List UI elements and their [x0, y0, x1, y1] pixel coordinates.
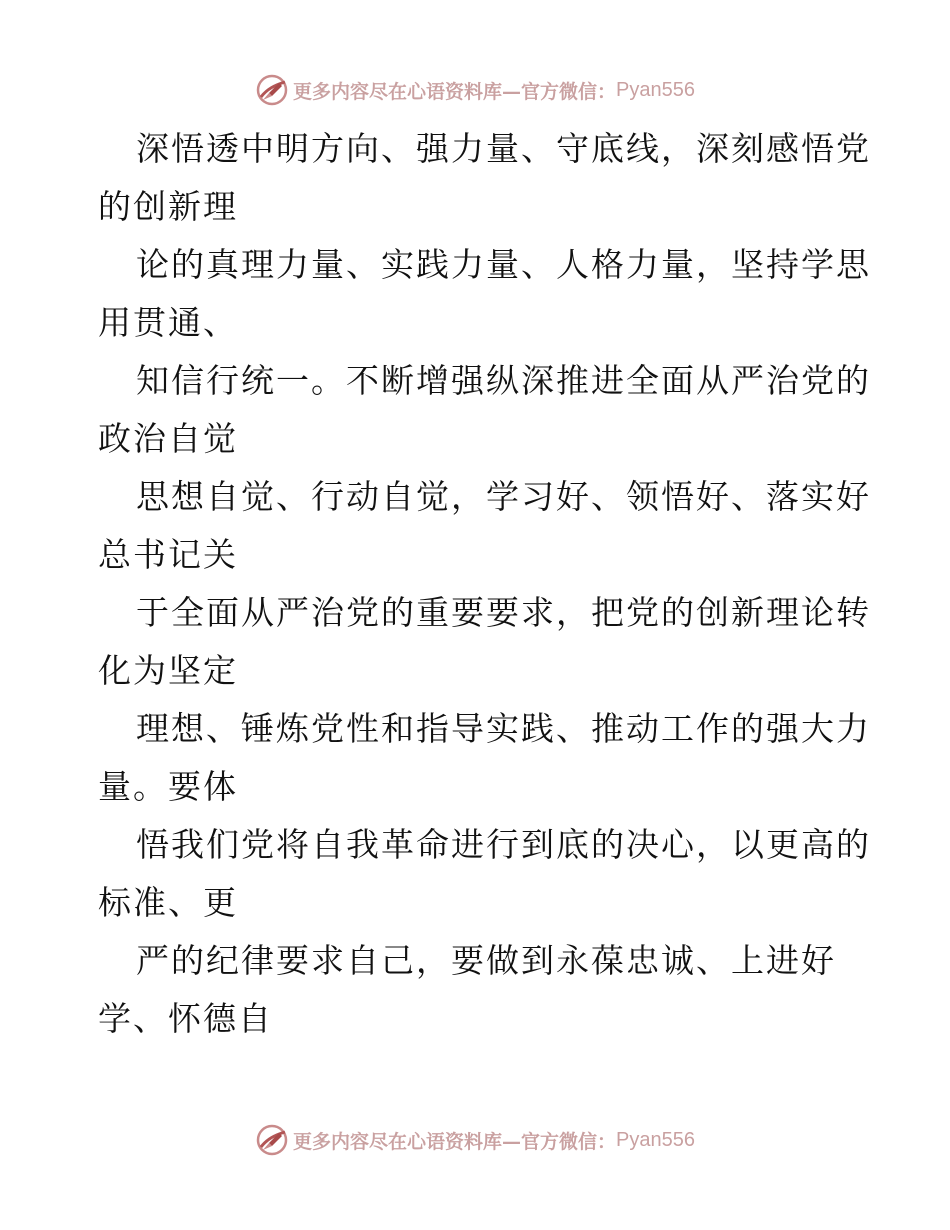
paragraph: [98, 352, 871, 468]
footer-banner: [0, 1120, 950, 1160]
paragraph-line: 于全面从严治党的重要要求，把党的创新理论转: [136, 593, 871, 632]
paragraph: [98, 700, 871, 816]
paragraph-line: 的创新理: [98, 187, 238, 226]
paragraph: [98, 120, 871, 236]
paragraph-line: 标准、更: [98, 883, 238, 922]
paragraph-line: 理想、锤炼党性和指导实践、推动工作的强大力: [136, 709, 871, 748]
paragraph: [98, 468, 871, 584]
pen-logo-icon: [255, 73, 289, 107]
paragraph-line: 化为坚定: [98, 651, 238, 690]
paragraph: [98, 236, 871, 352]
footer-text: 更多内容尽在心语资料库—官方微信：: [293, 1130, 617, 1153]
paragraph-line: 论的真理力量、实践力量、人格力量，坚持学思: [136, 245, 871, 284]
paragraph: [98, 584, 871, 700]
paragraph-line: 悟我们党将自我革命进行到底的决心，以更高的: [136, 825, 871, 864]
paragraph-line: 用贯通、: [98, 303, 238, 342]
pen-logo-icon: [255, 1123, 289, 1157]
paragraph-line: 政治自觉: [98, 419, 238, 458]
header-wechat-id: Pyan556: [616, 78, 695, 101]
paragraph: [98, 932, 858, 1048]
paragraph-line: 知信行统一。不断增强纵深推进全面从严治党的: [136, 361, 871, 400]
paragraph-line: 严的纪律要求自己，要做到永葆忠诚、上进好: [136, 941, 836, 980]
header-banner: [0, 70, 950, 110]
header-text: 更多内容尽在心语资料库—官方微信：: [293, 80, 617, 103]
paragraph-line: 总书记关: [98, 535, 238, 574]
paragraph: [98, 816, 871, 932]
paragraph-line: 深悟透中明方向、强力量、守底线，深刻感悟党: [136, 129, 871, 168]
document-body: [98, 120, 871, 1048]
paragraph-line: 学、怀德自: [98, 999, 273, 1038]
footer-wechat-id: Pyan556: [616, 1128, 695, 1151]
paragraph-line: 思想自觉、行动自觉，学习好、领悟好、落实好: [136, 477, 871, 516]
paragraph-line: 量。要体: [98, 767, 238, 806]
